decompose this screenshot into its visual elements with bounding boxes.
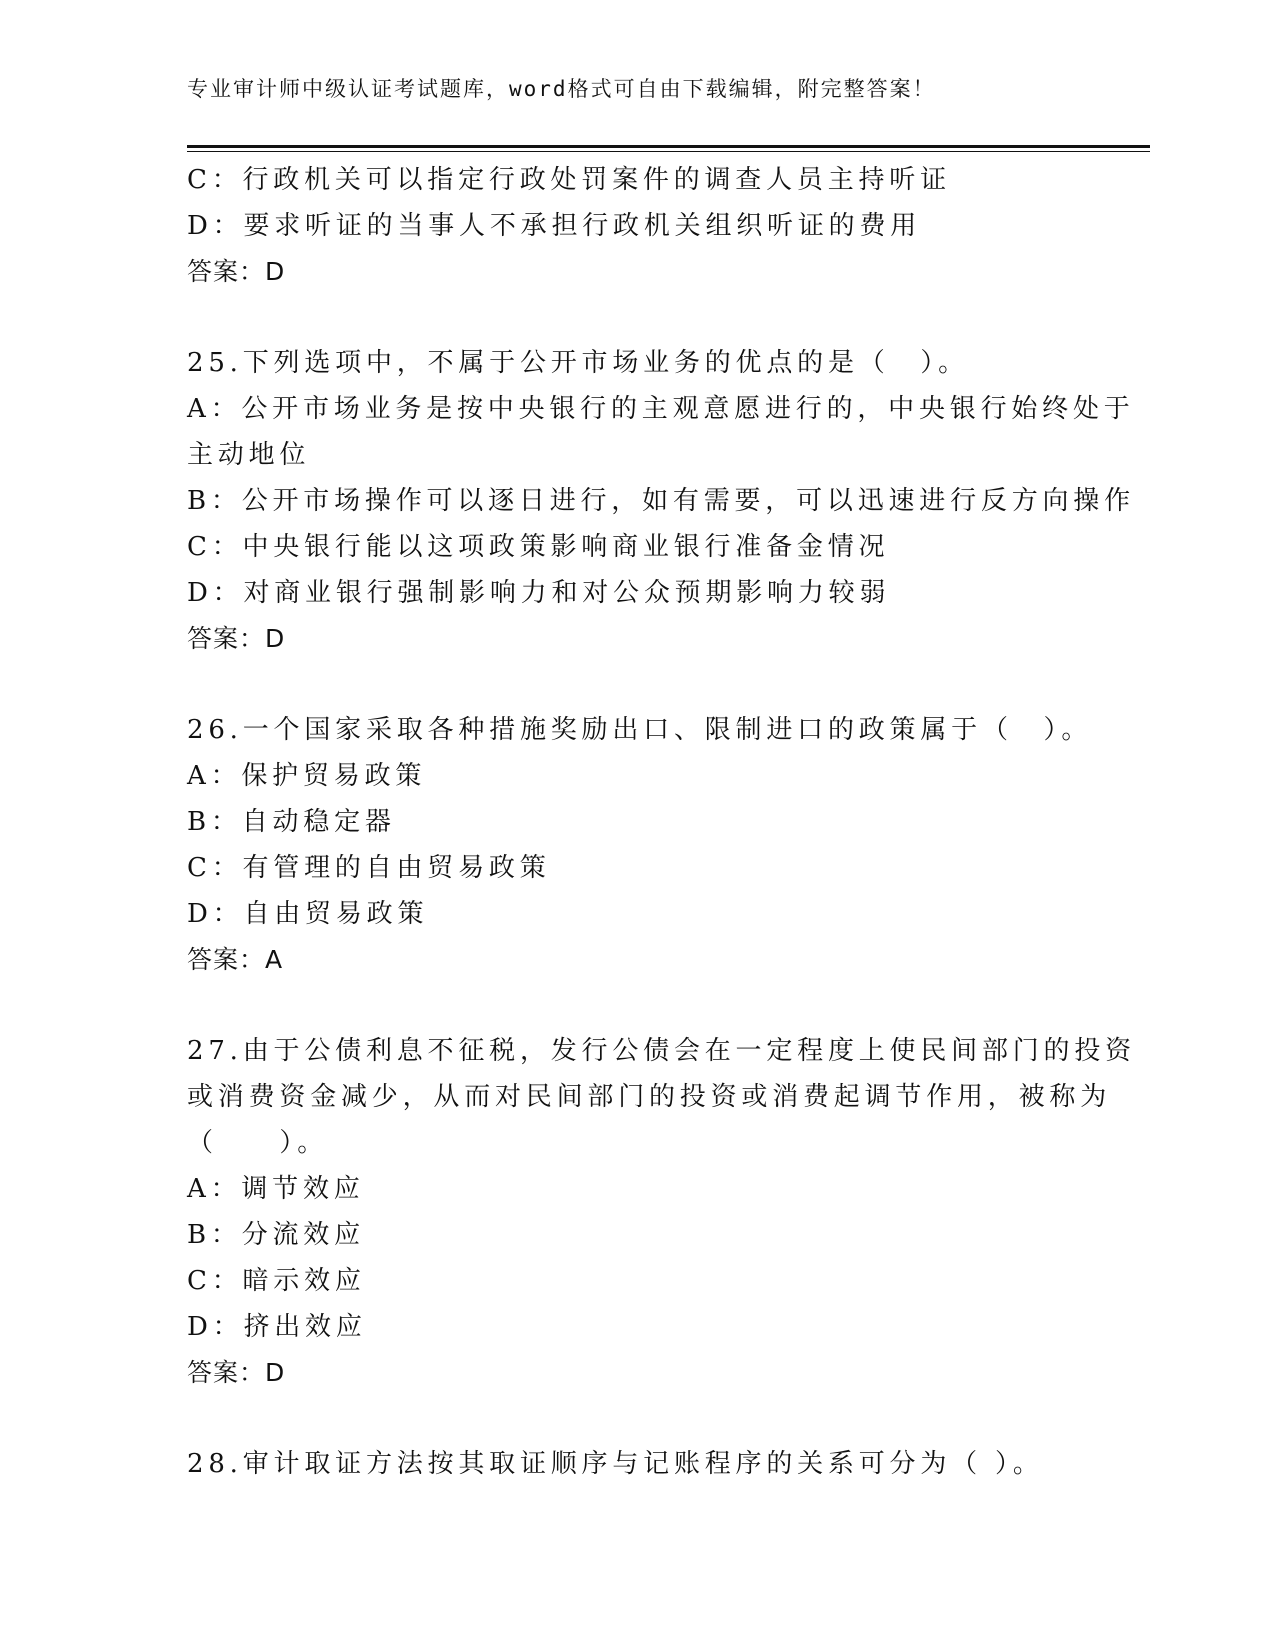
page-header: 专业审计师中级认证考试题库，word格式可自由下载编辑，附完整答案！	[187, 77, 936, 101]
q25-option-b: B：公开市场操作可以逐日进行，如有需要，可以迅速进行反方向操作	[187, 486, 1135, 516]
q27-option-b: B：分流效应	[187, 1220, 365, 1250]
q27-question-blank: （ ）。	[187, 1128, 329, 1158]
q27-option-d: D：挤出效应	[187, 1312, 367, 1342]
q26-option-c: C：有管理的自由贸易政策	[187, 853, 551, 883]
q27-option-c: C：暗示效应	[187, 1266, 366, 1296]
q24-option-d: D：要求听证的当事人不承担行政机关组织听证的费用	[187, 211, 922, 241]
q26-option-a: A：保护贸易政策	[187, 761, 427, 791]
q26-answer: 答案：A	[187, 945, 284, 974]
q27-answer: 答案：D	[187, 1358, 286, 1387]
q27-question: 27.由于公债利息不征税，发行公债会在一定程度上使民间部门的投资	[187, 1036, 1136, 1066]
q25-option-a: A：公开市场业务是按中央银行的主观意愿进行的，中央银行始终处于	[187, 394, 1135, 424]
header-divider-thick	[187, 145, 1150, 148]
q28-question: 28.审计取证方法按其取证顺序与记账程序的关系可分为（ ）。	[187, 1449, 1044, 1479]
spacer	[187, 1396, 1087, 1441]
q26-question: 26.一个国家采取各种措施奖励出口、限制进口的政策属于（ ）。	[187, 715, 1093, 745]
q27-option-a: A：调节效应	[187, 1174, 365, 1204]
q25-question: 25.下列选项中，不属于公开市场业务的优点的是（ ）。	[187, 348, 969, 378]
q25-option-a-continued: 主动地位	[187, 440, 311, 470]
q25-option-c: C：中央银行能以这项政策影响商业银行准备金情况	[187, 532, 890, 562]
q25-option-d: D：对商业银行强制影响力和对公众预期影响力较弱	[187, 578, 891, 608]
q26-option-d: D：自由贸易政策	[187, 899, 429, 929]
q24-option-c: C：行政机关可以指定行政处罚案件的调查人员主持听证	[187, 165, 951, 195]
q27-question-continued: 或消费资金减少，从而对民间部门的投资或消费起调节作用，被称为	[187, 1082, 1112, 1112]
spacer	[187, 662, 1087, 707]
question-list	[187, 157, 1136, 1487]
q24-answer: 答案：D	[187, 257, 286, 286]
header-divider-thin	[187, 151, 1150, 152]
spacer	[187, 983, 1087, 1028]
spacer	[187, 295, 1087, 340]
q26-option-b: B：自动稳定器	[187, 807, 396, 837]
q25-answer: 答案：D	[187, 624, 286, 653]
